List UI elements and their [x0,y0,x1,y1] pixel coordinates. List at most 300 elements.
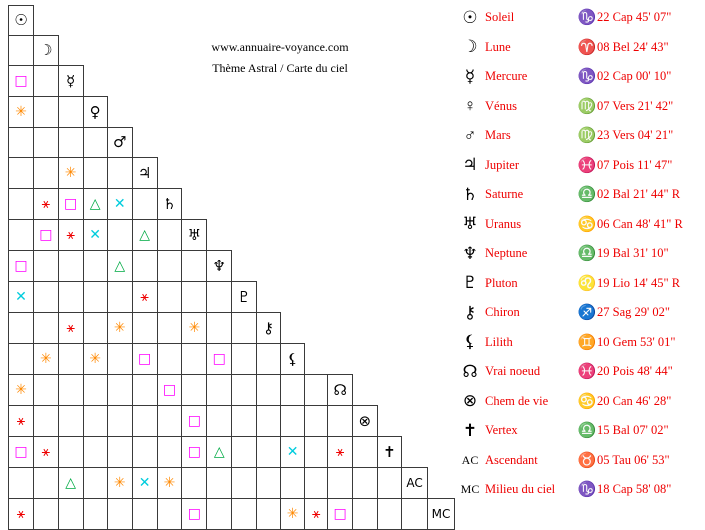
aspect-cell [9,282,34,313]
aspect-symbol-conj: □ [162,382,177,398]
legend-sign-ascendant: ♉ [577,452,597,469]
legend-glyph-milieu: MC [460,482,480,497]
aspect-cell [232,313,257,344]
legend-glyph-soleil: ☉ [462,7,478,27]
planet-glyph-neptune: ♆ [212,256,226,275]
legend-sign-neptune: ♎ [577,246,597,263]
legend-position-pluton: 19 Lio 14' 45" R [597,275,681,290]
grid-planet-soleil [9,6,34,36]
legend-name-vertex: Vertex [485,423,518,438]
aspect-grid-row [9,220,455,251]
aspect-cell [107,282,132,313]
legend-name-neptune: Neptune [485,246,528,261]
legend-glyph-mercure: ☿ [464,66,476,86]
aspect-cell [58,468,83,499]
grid-planet-chemdevie [353,406,378,437]
legend-sign-mercure: ♑ [577,69,597,86]
legend-position-chemdevie: 20 Can 46' 28" [597,393,672,408]
aspect-cell [257,499,281,530]
aspect-cell [157,499,182,530]
legend-row [455,210,705,240]
aspect-cell [9,468,34,499]
aspect-symbol-opp: ⚹ [312,506,321,522]
aspect-symbol-opp: ⚹ [16,506,26,522]
aspect-cell [157,282,182,313]
grid-planet-pluton [232,282,257,313]
aspect-cell [182,406,207,437]
legend-glyph-mars: ♂ [463,125,477,145]
legend-position-milieu: 18 Cap 58' 08" [597,482,672,497]
aspect-cell [257,375,281,406]
legend-name-saturne: Saturne [485,187,524,202]
aspect-symbol-squ: ✳ [163,475,176,491]
aspect-symbol-conj: □ [39,227,53,243]
aspect-cell [107,406,132,437]
aspect-cell [280,468,304,499]
aspect-cell [83,437,107,468]
aspect-symbol-conj: □ [64,196,78,212]
legend-sign-chemdevie: ♋ [577,393,597,410]
aspect-cell [132,499,157,530]
aspect-cell [83,499,107,530]
planet-glyph-milieu: MC [431,507,451,521]
aspect-cell [377,468,402,499]
aspect-cell [305,499,328,530]
site-url: www.annuaire-voyance.com [211,40,349,54]
aspect-symbol-sex: ✕ [113,196,126,212]
aspect-cell [182,251,207,282]
aspect-grid [8,5,455,530]
legend-name-mercure: Mercure [485,69,528,84]
planet-glyph-lilith: ⚸ [287,349,299,368]
planet-glyph-soleil: ☉ [14,11,28,29]
planet-glyph-pluton: ♇ [237,287,251,306]
legend-glyph-pluton: ♇ [462,273,478,293]
aspect-cell [83,344,107,375]
aspect-cell [157,220,182,251]
legend-name-uranus: Uranus [485,216,522,231]
aspect-cell [207,344,232,375]
aspect-cell [9,251,34,282]
aspect-symbol-tri: △ [65,475,77,491]
aspect-cell [9,189,34,220]
aspect-cell [33,313,58,344]
aspect-cell [83,375,107,406]
legend-sign-jupiter: ♓ [577,157,597,174]
legend-row [455,328,705,358]
aspect-cell [33,189,58,220]
aspect-symbol-conj: □ [14,444,28,460]
aspect-grid-row [9,344,455,375]
aspect-cell [58,375,83,406]
legend-row [455,3,705,33]
aspect-cell [33,251,58,282]
aspect-cell [182,344,207,375]
legend-name-venus: Vénus [485,98,517,113]
planet-glyph-vraineud: ☊ [333,380,347,399]
aspect-symbol-tri: △ [139,227,150,243]
grid-planet-saturne [157,189,182,220]
aspect-cell [305,437,328,468]
aspect-symbol-tri: △ [114,258,126,274]
aspect-cell [157,437,182,468]
aspect-cell [157,375,182,406]
legend-position-jupiter: 07 Pois 11' 47" [597,157,673,172]
aspect-cell [58,158,83,189]
aspect-cell [9,158,34,189]
aspect-grid-row [9,282,455,313]
aspect-symbol-squ: ✳ [64,165,77,181]
legend-row [455,180,705,210]
aspect-cell [107,220,132,251]
legend-glyph-vraineud: ☊ [462,361,478,381]
legend-position-chiron: 27 Sag 29' 02" [597,305,670,320]
aspect-cell [33,220,58,251]
aspect-cell [207,437,232,468]
aspect-cell [83,406,107,437]
grid-planet-uranus [182,220,207,251]
aspect-cell [328,468,353,499]
aspect-symbol-squ: ✳ [286,506,299,522]
legend-row [455,121,705,151]
aspect-cell [58,344,83,375]
aspect-cell [33,128,58,158]
legend-sign-pluton: ♌ [577,275,597,292]
aspect-cell [58,406,83,437]
planet-glyph-venus: ♀ [89,102,101,121]
aspect-grid-row [9,66,455,97]
aspect-cell [33,406,58,437]
legend-glyph-lilith: ⚸ [463,332,477,352]
grid-planet-ascendant [402,468,428,499]
aspect-cell [305,468,328,499]
aspect-cell [132,344,157,375]
aspect-cell [107,189,132,220]
aspect-cell [132,406,157,437]
legend-name-jupiter: Jupiter [485,157,520,172]
aspect-cell [107,499,132,530]
aspect-cell [9,499,34,530]
legend-sign-mars: ♍ [577,128,597,145]
aspect-symbol-conj: □ [333,506,347,522]
grid-planet-vertex [377,437,402,468]
aspect-cell [83,313,107,344]
legend-name-chiron: Chiron [485,305,520,320]
legend-sign-soleil: ♑ [577,10,597,27]
planet-glyph-mercure: ☿ [66,71,76,90]
aspect-cell [353,468,378,499]
aspect-cell [9,66,34,97]
aspect-grid-row [9,97,455,128]
aspect-cell [58,220,83,251]
aspect-cell [182,499,207,530]
planet-glyph-saturne: ♄ [162,194,177,213]
aspect-cell [132,251,157,282]
legend-glyph-venus: ♀ [463,96,477,116]
aspect-cell [257,468,281,499]
aspect-cell [257,344,281,375]
aspect-cell [157,251,182,282]
aspect-symbol-squ: ✳ [188,320,201,336]
aspect-cell [9,128,34,158]
legend-glyph-jupiter: ♃ [462,155,478,175]
legend-sign-lilith: ♊ [577,334,597,351]
planet-glyph-vertex: ✝ [383,442,396,461]
legend-row [455,416,705,446]
legend-position-vertex: 15 Bal 07' 02" [597,423,669,438]
legend-row [455,92,705,122]
legend-sign-vraineud: ♓ [577,364,597,381]
aspect-cell [232,437,257,468]
aspect-cell [83,468,107,499]
aspect-cell [182,313,207,344]
aspect-cell [9,437,34,468]
aspect-cell [207,468,232,499]
legend-glyph-vertex: ✝ [462,420,478,440]
legend-glyph-chiron: ⚷ [463,302,477,322]
legend-position-uranus: 06 Can 48' 41" R [597,216,683,231]
aspect-cell [9,406,34,437]
aspect-cell [257,437,281,468]
grid-planet-chiron [257,313,281,344]
aspect-grid-row [9,128,455,158]
aspect-cell [182,282,207,313]
aspect-cell [305,375,328,406]
aspect-grid-row [9,36,455,66]
aspect-cell [33,375,58,406]
legend-name-lune: Lune [485,39,511,54]
legend-sign-lune: ♈ [577,39,597,56]
aspect-cell [157,344,182,375]
aspect-cell [157,468,182,499]
aspect-symbol-opp: ⚹ [140,289,149,305]
aspect-cell [182,437,207,468]
aspect-symbol-opp: ⚹ [16,413,26,429]
aspect-symbol-tri: △ [89,196,101,212]
aspect-cell [132,375,157,406]
aspect-cell [280,375,304,406]
aspect-symbol-conj: □ [14,258,28,274]
aspect-cell [207,282,232,313]
aspect-cell [232,344,257,375]
planet-glyph-uranus: ♅ [187,225,202,244]
planet-glyph-lune: ☽ [39,41,53,59]
aspect-cell [58,313,83,344]
aspect-cell [83,128,107,158]
aspect-cell [328,406,353,437]
aspect-symbol-sex: ✕ [15,289,27,305]
aspect-cell [353,437,378,468]
aspect-cell [83,251,107,282]
grid-planet-milieu [428,499,455,530]
aspect-cell [33,66,58,97]
aspect-symbol-opp: ⚹ [66,320,75,336]
aspect-cell [58,251,83,282]
legend-position-ascendant: 05 Tau 06' 53" [597,452,670,467]
aspect-symbol-sex: ✕ [286,444,299,460]
aspect-cell [107,437,132,468]
aspect-cell [9,97,34,128]
aspect-cell [207,313,232,344]
aspect-cell [33,468,58,499]
aspect-symbol-squ: ✳ [39,351,52,367]
aspect-grid-row [9,375,455,406]
aspect-cell [107,251,132,282]
aspect-cell [305,406,328,437]
planet-glyph-mars: ♂ [112,133,127,151]
aspect-cell [107,313,132,344]
legend-row [455,239,705,269]
aspect-cell [9,344,34,375]
legend-position-vraineud: 20 Pois 48' 44" [597,364,673,379]
aspect-cell [33,97,58,128]
legend-row [455,33,705,63]
legend-position-venus: 07 Vers 21' 42" [597,98,674,113]
aspect-grid-row [9,158,455,189]
aspect-cell [232,406,257,437]
aspect-cell [132,313,157,344]
aspect-symbol-squ: ✳ [113,475,126,491]
aspect-cell [107,158,132,189]
grid-planet-vraineud [328,375,353,406]
legend-glyph-chemdevie: ⊗ [462,391,478,411]
aspect-symbol-conj: □ [212,351,226,367]
legend-glyph-ascendant: AC [461,452,479,467]
aspect-grid-row [9,468,455,499]
legend-name-mars: Mars [485,128,511,143]
legend-position-mercure: 02 Cap 00' 10" [597,69,672,84]
grid-planet-lilith [280,344,304,375]
aspect-cell [33,282,58,313]
aspect-cell [232,375,257,406]
planet-legend-panel [455,0,705,499]
aspect-grid-row [9,189,455,220]
aspect-grid-row [9,313,455,344]
aspect-cell [328,499,353,530]
aspect-symbol-opp: ⚹ [66,227,75,243]
aspect-cell [232,468,257,499]
aspect-grid-row [9,437,455,468]
legend-position-neptune: 19 Bal 31' 10" [597,246,669,261]
legend-row [455,151,705,181]
legend-glyph-neptune: ♆ [462,243,478,263]
aspect-cell [83,282,107,313]
aspect-cell [132,437,157,468]
aspect-symbol-tri: △ [213,444,225,460]
grid-planet-jupiter [132,158,157,189]
planet-glyph-chiron: ⚷ [263,318,274,337]
aspect-cell [207,499,232,530]
legend-position-mars: 23 Vers 04' 21" [597,128,674,143]
planet-glyph-jupiter: ♃ [137,163,152,182]
aspect-cell [83,158,107,189]
aspect-symbol-squ: ✳ [113,320,126,336]
aspect-cell [280,499,304,530]
legend-glyph-saturne: ♄ [462,184,478,204]
aspect-cell [132,189,157,220]
legend-name-vraineud: Vrai noeud [485,364,541,379]
aspect-cell [58,282,83,313]
aspect-grid-row [9,251,455,282]
aspect-cell [58,499,83,530]
aspect-cell [257,406,281,437]
aspect-cell [328,437,353,468]
legend-name-pluton: Pluton [485,275,518,290]
legend-glyph-lune: ☽ [462,37,478,57]
aspect-cell [58,97,83,128]
aspect-cell [207,375,232,406]
grid-planet-mercure [58,66,83,97]
aspect-symbol-conj: □ [187,506,201,522]
aspect-cell [107,375,132,406]
aspect-cell [58,189,83,220]
aspect-cell [58,128,83,158]
aspect-cell [157,406,182,437]
legend-sign-venus: ♍ [577,98,597,115]
legend-row [455,298,705,328]
aspect-grid-row [9,499,455,530]
aspect-cell [33,344,58,375]
planet-glyph-chemdevie: ⊗ [358,411,372,430]
aspect-cell [83,220,107,251]
aspect-cell [9,36,34,66]
planet-glyph-ascendant: AC [406,476,423,490]
aspect-cell [182,468,207,499]
legend-row [455,269,705,299]
aspect-symbol-conj: □ [187,413,201,429]
aspect-symbol-sex: ✕ [89,227,102,243]
legend-name-chemdevie: Chem de vie [485,393,549,408]
aspect-symbol-sex: ✕ [138,475,151,491]
legend-name-ascendant: Ascendant [485,452,538,467]
legend-position-saturne: 02 Bal 21' 44" R [597,187,681,202]
aspect-cell [9,375,34,406]
legend-sign-vertex: ♎ [577,423,597,440]
aspect-cell [107,468,132,499]
legend-sign-chiron: ♐ [577,305,597,322]
aspect-cell [132,220,157,251]
aspect-cell [58,437,83,468]
legend-name-lilith: Lilith [485,334,513,349]
legend-name-soleil: Soleil [485,10,515,25]
legend-position-lune: 08 Bel 24' 43" [597,39,669,54]
legend-row [455,387,705,417]
aspect-cell [402,499,428,530]
aspect-symbol-opp: ⚹ [335,444,345,460]
aspect-cell [33,499,58,530]
aspect-grid-row [9,6,455,36]
aspect-symbol-squ: ✳ [15,104,27,120]
legend-row [455,475,705,505]
chart-subtitle: Thème Astral / Carte du ciel [212,61,348,75]
planet-legend-table [455,3,705,505]
aspect-cell [353,499,378,530]
aspect-symbol-conj: □ [14,73,28,89]
legend-sign-uranus: ♋ [577,216,597,233]
aspect-cell [132,468,157,499]
aspect-cell [33,437,58,468]
legend-sign-saturne: ♎ [577,187,597,204]
legend-row [455,62,705,92]
aspect-symbol-conj: □ [187,444,201,460]
grid-planet-mars [107,128,132,158]
aspect-cell [377,499,402,530]
aspect-cell [280,406,304,437]
legend-glyph-uranus: ♅ [462,214,478,234]
legend-position-soleil: 22 Cap 45' 07" [597,10,672,25]
grid-planet-venus [83,97,107,128]
aspect-cell [132,282,157,313]
